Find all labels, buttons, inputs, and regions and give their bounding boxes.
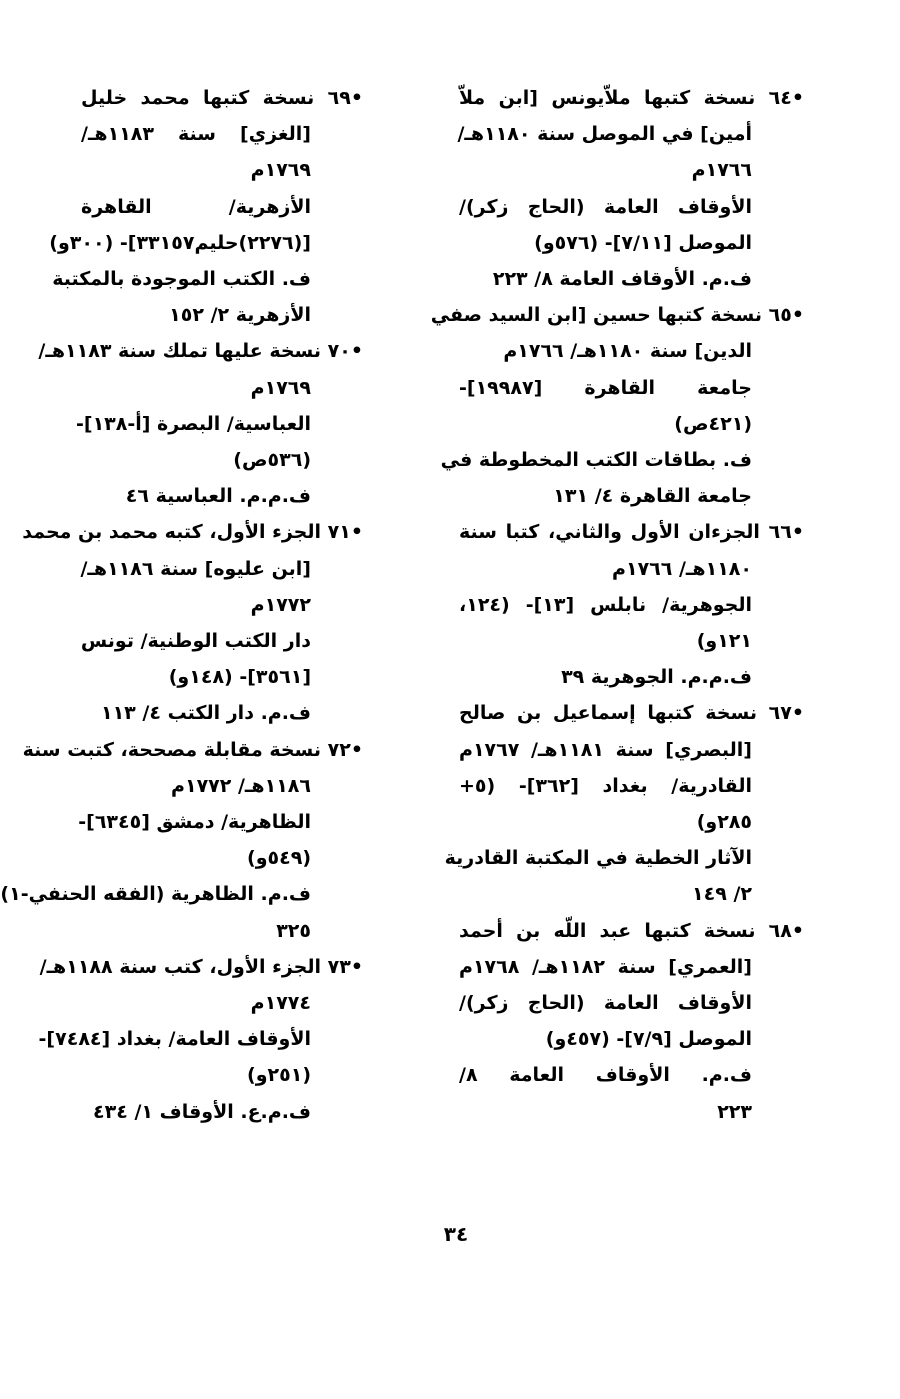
entry-line: القادرية/ بغداد [٣٦٢]- (٥+: [459, 774, 752, 797]
entry-line: (٥٤٩و): [247, 847, 311, 870]
entry-line: ف.م. الأوقاف العامة ٨/ ٢٢٣: [492, 268, 752, 291]
entry-line: الأزهرية/ القاهرة: [81, 195, 311, 218]
entry-line: الموصل [٧/٩]- (٤٥٧و): [545, 1028, 752, 1051]
entry-line: •٦٨ نسخة كتبها عبد اللّه بن أحمد: [459, 919, 804, 942]
entry-line: دار الكتب الوطنية/ تونس: [80, 630, 311, 653]
left-column: [0, 80, 363, 1130]
entry-line: ف.م. دار الكتب ٤/ ١١٣: [100, 702, 311, 725]
entry-73: [38, 949, 363, 1130]
entry-72: [0, 732, 363, 949]
entry-line: ف.م. الظاهرية (الفقه الحنفي-١): [0, 883, 311, 906]
entry-line: الأوقاف العامة (الحاج زكر)/: [459, 195, 752, 218]
entry-line: ١٧٦٩م: [250, 376, 311, 399]
entry-line: [العمري] سنة ١١٨٢هـ/ ١٧٦٨م: [459, 955, 752, 978]
entry-line: الأوقاف العامة/ بغداد [٧٤٨٤]-: [38, 1028, 311, 1051]
entry-line: جامعة القاهرة ٤/ ١٣١: [553, 485, 752, 508]
entry-line: ١١٨٠هـ/ ١٧٦٦م: [612, 557, 752, 580]
entry-line: •٧٠ نسخة عليها تملك سنة ١١٨٣هـ/: [38, 340, 363, 363]
entry-line: ١٧٦٩م: [250, 159, 311, 182]
entry-line: ف.م.م. العباسية ٤٦: [125, 485, 311, 508]
entry-line: •٦٤ نسخة كتبها ملاّيونس [ابن ملاّ: [459, 87, 804, 109]
entry-line: [البصري] سنة ١١٨١هـ/ ١٧٦٧م: [459, 738, 752, 761]
entry-67: [444, 695, 804, 912]
entry-line: (٤٢١ص): [674, 412, 752, 435]
entry-line: الأوقاف العامة (الحاج زكر)/: [459, 992, 752, 1015]
entry-line: (٢٥١و): [247, 1064, 311, 1087]
entry-line: [(٢٢٧٦)حليم٣٣١٥٧]- (٣٠٠و): [49, 231, 311, 254]
entry-line: [ابن عليوه] سنة ١١٨٦هـ/: [80, 557, 311, 580]
entry-line: ف. الكتب الموجودة بالمكتبة: [52, 268, 311, 291]
entry-line: ف.م.م. الجوهرية ٣٩: [561, 666, 752, 689]
entry-line: الموصل [٧/١١]- (٥٧٦و): [534, 231, 752, 254]
entry-line: العباسية/ البصرة [أ-١٣٨]-: [75, 412, 311, 435]
entry-line: •٧٢ نسخة مقابلة مصححة، كتبت سنة: [22, 738, 363, 761]
entry-line: ١١٨٦هـ/ ١٧٧٢م: [171, 774, 311, 797]
entry-line: •٧٣ الجزء الأول، كتب سنة ١١٨٨هـ/: [39, 955, 363, 978]
entry-line: (٥٣٦ص): [233, 449, 311, 472]
entry-69: [49, 80, 363, 333]
entry-line: الجوهرية/ نابلس [١٣]- (١٢٤،: [459, 593, 752, 616]
entry-line: ١٧٦٦م: [691, 159, 752, 182]
entry-line: [٣٥٦١]- (١٤٨و): [168, 666, 311, 689]
entry-line: ف.م.ع. الأوقاف ١/ ٤٣٤: [93, 1100, 311, 1123]
entry-line: الظاهرية/ دمشق [٦٣٤٥]-: [78, 811, 311, 834]
entry-70: [38, 333, 363, 514]
page-number: ٣٤: [443, 1222, 469, 1246]
entry-65: [430, 297, 804, 514]
entry-line: أمين] في الموصل سنة ١١٨٠هـ/: [457, 123, 752, 146]
entry-line: الأزهرية ٢/ ١٥٢: [169, 304, 311, 327]
entry-line: ١٧٧٢م: [250, 593, 311, 616]
entry-line: •٦٩ نسخة كتبها محمد خليل: [81, 87, 363, 109]
entry-line: •٧١ الجزء الأول، كتبه محمد بن محمد: [22, 521, 363, 544]
entry-68: [459, 913, 804, 1130]
right-column: [430, 80, 804, 1130]
entry-line: ف.م. الأوقاف العامة ٨/: [459, 1064, 752, 1087]
entry-line: جامعة القاهرة [١٩٩٨٧]-: [459, 376, 752, 399]
entry-line: •٦٧ نسخة كتبها إسماعيل بن صالح: [459, 702, 804, 725]
entry-line: ٣٢٥: [276, 919, 311, 942]
entry-line: الدين] سنة ١١٨٠هـ/ ١٧٦٦م: [503, 340, 752, 363]
entry-line: •٦٦ الجزءان الأول والثاني، كتبا سنة: [459, 521, 804, 544]
entry-71: [22, 514, 363, 731]
entry-line: ٢/ ١٤٩: [692, 883, 752, 906]
entry-line: ١٢١و): [696, 630, 752, 653]
entry-line: [الغزي] سنة ١١٨٣هـ/: [81, 123, 311, 146]
entry-line: ٢٨٥و): [696, 811, 752, 834]
entry-line: ٢٢٣: [717, 1100, 752, 1123]
entry-line: •٦٥ نسخة كتبها حسين [ابن السيد صفي: [430, 304, 804, 327]
entry-line: ف. بطاقات الكتب المخطوطة في: [440, 449, 752, 472]
entry-line: الآثار الخطية في المكتبة القادرية: [444, 847, 752, 870]
entry-64: [459, 80, 804, 297]
entry-line: ١٧٧٤م: [250, 992, 311, 1015]
entry-66: [459, 514, 804, 695]
